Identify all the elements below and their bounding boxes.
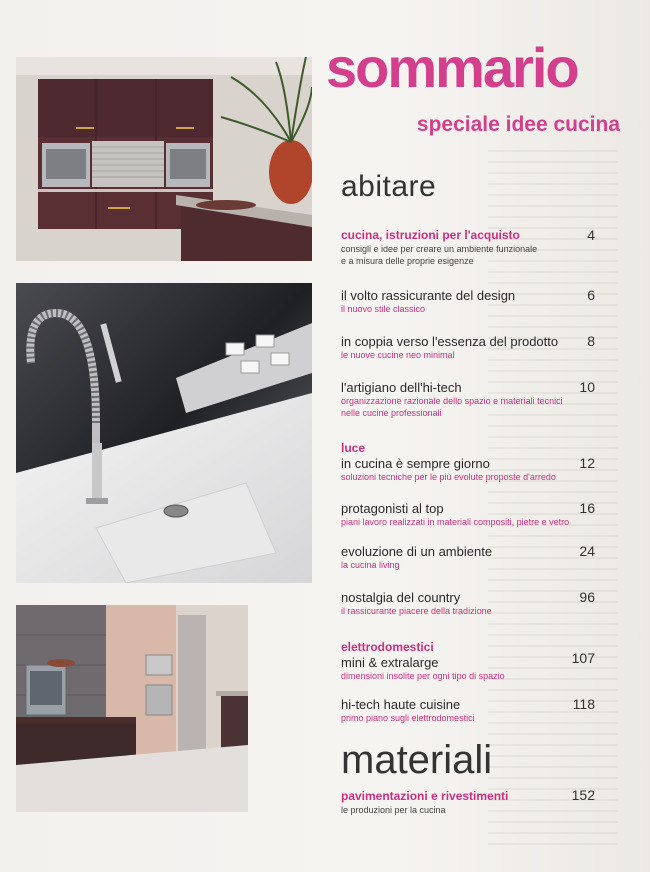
toc-entry[interactable] <box>341 334 599 361</box>
entry-title: hi-tech haute cuisine <box>341 697 461 712</box>
entry-page-number: 8 <box>587 333 595 349</box>
toc-entry[interactable] <box>341 501 599 528</box>
entry-page-number: 4 <box>587 227 595 243</box>
entry-kicker: luce <box>341 441 366 455</box>
entry-description: la cucina living <box>341 560 400 570</box>
entry-description: dimensioni insolite per ogni tipo di spazio <box>341 671 505 681</box>
toc-entry[interactable] <box>341 441 599 483</box>
entry-description: le produzioni per la cucina <box>341 805 446 815</box>
entry-page-number: 152 <box>571 787 595 803</box>
living-kitchen-photo <box>16 605 248 812</box>
entry-title: protagonisti al top <box>341 501 444 516</box>
page-title: sommario <box>326 36 578 99</box>
entry-title: pavimentazioni e rivestimenti <box>341 789 509 803</box>
entry-description: soluzioni tecniche per le più evolute proposte d'arredo <box>341 472 556 482</box>
entry-page-number: 6 <box>587 287 595 303</box>
entry-title: nostalgia del country <box>341 590 461 605</box>
faucet-illustration <box>16 283 312 583</box>
section-heading-abitare: abitare <box>341 170 437 203</box>
entry-page-number: 24 <box>579 543 595 559</box>
entry-title: il volto rassicurante del design <box>341 288 516 303</box>
entry-title: in cucina è sempre giorno <box>341 456 490 471</box>
toc-entry[interactable] <box>341 288 599 315</box>
entry-title: in coppia verso l'essenza del prodotto <box>341 334 559 349</box>
entry-description: il rassicurante piacere della tradizione <box>341 606 492 616</box>
toc-entry[interactable] <box>341 228 599 267</box>
entry-title: cucina, istruzioni per l'acquisto <box>341 228 520 242</box>
toc-entry[interactable] <box>341 789 599 816</box>
entry-page-number: 107 <box>571 650 595 666</box>
kitchen-illustration <box>16 57 312 261</box>
toc-entry[interactable] <box>341 380 599 419</box>
entry-title: mini & extralarge <box>341 655 439 670</box>
entry-description: consigli e idee per creare un ambiente funzionale <box>341 244 538 254</box>
entry-title: evoluzione di un ambiente <box>341 544 493 559</box>
entry-description-line2: e a misura delle proprie esigenze <box>341 256 474 266</box>
faucet-sink-photo <box>16 283 312 583</box>
living-kitchen-illustration <box>16 605 248 812</box>
entry-description: piani lavoro realizzati in materiali compositi, pietre e vetro <box>341 517 570 527</box>
entry-description: le nuove cucine neo minimal <box>341 350 455 360</box>
toc-entry[interactable] <box>341 640 599 682</box>
entry-page-number: 16 <box>579 500 595 516</box>
kitchen-photo-wood <box>16 57 312 261</box>
entry-page-number: 12 <box>579 455 595 471</box>
toc-entry[interactable] <box>341 590 599 617</box>
page-subtitle: speciale idee cucina <box>416 113 620 136</box>
toc-entry[interactable] <box>341 697 599 724</box>
entry-page-number: 118 <box>572 696 595 712</box>
entry-page-number: 10 <box>579 379 595 395</box>
entry-kicker: elettrodomestici <box>341 640 434 654</box>
section-heading-materiali: materiali <box>341 738 493 782</box>
entry-description-line2: nelle cucine professionali <box>341 408 442 418</box>
toc-entry[interactable] <box>341 544 599 571</box>
entry-description: organizzazione razionale dello spazio e materiali tecnici <box>341 396 563 406</box>
entry-page-number: 96 <box>579 589 595 605</box>
entry-description: primo piano sugli elettrodomestici <box>341 713 475 723</box>
entry-description: il nuovo stile classico <box>341 304 426 314</box>
entry-title: l'artigiano dell'hi-tech <box>341 380 462 395</box>
